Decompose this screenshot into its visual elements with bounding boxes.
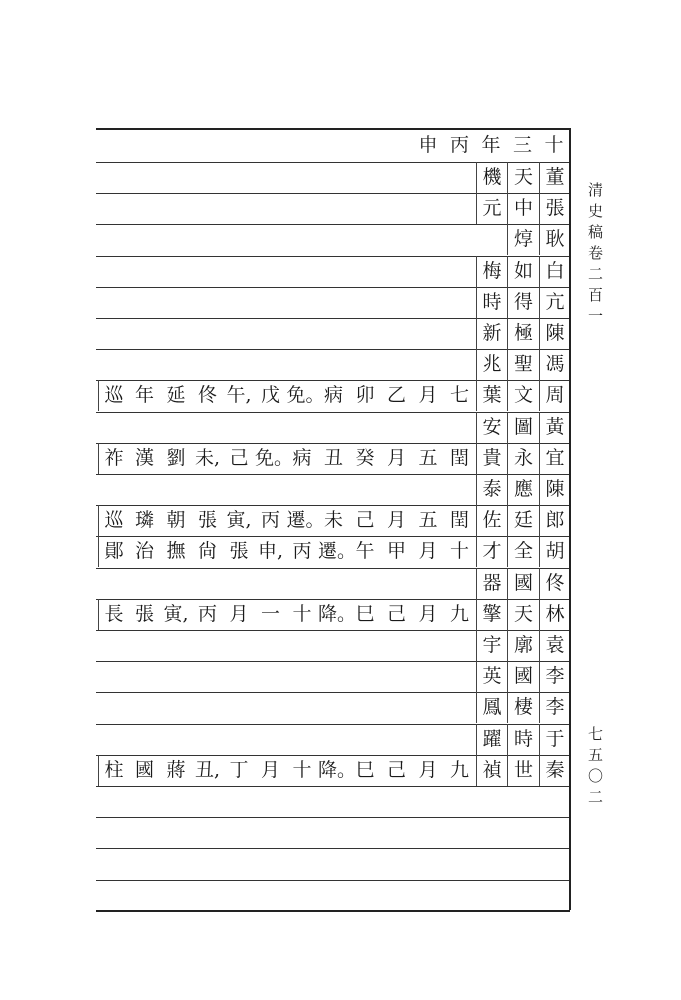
name-char: 躍 <box>476 724 508 755</box>
table-row <box>96 661 570 692</box>
record-char: 午 <box>355 540 375 563</box>
name-char: 擎 <box>476 599 508 630</box>
table-row <box>96 505 570 536</box>
table-row <box>96 786 570 817</box>
name-char: 焞 <box>507 224 539 255</box>
record-char: 十 <box>449 540 469 563</box>
record-char: 己 <box>355 509 375 532</box>
name-char: 張 <box>539 193 571 224</box>
record-char: 巡 <box>98 380 130 411</box>
record-char: 延 <box>166 384 186 407</box>
name-char: 時 <box>476 287 508 318</box>
record-char: 十 <box>292 758 312 781</box>
table-row <box>96 692 570 723</box>
record-char: 閏 <box>449 446 469 469</box>
record-char: 免。 <box>255 446 294 469</box>
record-char: 丙 <box>197 602 217 625</box>
name-char: 郎 <box>539 505 571 536</box>
record-char: 未, <box>194 446 221 469</box>
name-char: 李 <box>539 692 571 723</box>
record-char: 劉 <box>166 446 186 469</box>
record-char: 月 <box>386 509 406 532</box>
record-char: 寅, <box>226 509 252 532</box>
name-char: 新 <box>476 318 508 349</box>
header-char: 三 <box>512 134 532 156</box>
record-char: 己 <box>386 602 406 625</box>
table-row <box>96 349 570 380</box>
header-char: 丙 <box>449 134 469 156</box>
record-char: 月 <box>418 384 438 407</box>
table-row <box>96 287 570 318</box>
name-char: 佟 <box>539 568 571 599</box>
name-char: 胡 <box>539 536 571 567</box>
record-char: 蔣 <box>166 758 186 781</box>
record-char: 丑, <box>194 758 221 781</box>
volume-title: 清史稿卷二百一 <box>586 182 604 329</box>
record-char: 病 <box>323 384 343 407</box>
record-char: 申, <box>257 540 284 563</box>
record-char: 丑 <box>323 446 343 469</box>
record-char: 撫 <box>166 540 186 563</box>
table-row <box>96 224 570 255</box>
record-char: 漢 <box>134 446 154 469</box>
name-char: 周 <box>539 380 571 411</box>
name-char: 文 <box>507 380 539 411</box>
record-char: 張 <box>197 509 217 532</box>
page-number: 七五〇二 <box>586 726 604 810</box>
name-char: 英 <box>476 661 508 692</box>
year-header-row <box>96 130 570 161</box>
name-char: 泰 <box>476 474 508 505</box>
record-char: 戊 <box>260 384 280 407</box>
name-char: 貴 <box>476 443 508 474</box>
table-row <box>96 755 570 786</box>
table-row <box>96 412 570 443</box>
record-char: 月 <box>418 540 438 563</box>
name-char: 安 <box>476 412 508 443</box>
name-char: 于 <box>539 724 571 755</box>
name-char: 耿 <box>539 224 571 255</box>
name-char: 如 <box>507 256 539 287</box>
table-row <box>96 193 570 224</box>
name-char: 鳳 <box>476 692 508 723</box>
record-char: 遷。 <box>318 540 357 563</box>
record-char: 己 <box>386 758 406 781</box>
name-char: 白 <box>539 256 571 287</box>
name-char: 棲 <box>507 692 539 723</box>
name-char: 極 <box>507 318 539 349</box>
name-char: 國 <box>507 568 539 599</box>
header-char: 申 <box>418 134 438 156</box>
record-char: 治 <box>134 540 154 563</box>
record-char: 乙 <box>386 384 406 407</box>
header-char: 十 <box>544 134 564 156</box>
name-char: 永 <box>507 443 539 474</box>
name-char: 陳 <box>539 474 571 505</box>
table-row <box>96 817 570 848</box>
table-row <box>96 162 570 193</box>
record-char: 璘 <box>134 509 154 532</box>
name-char: 機 <box>476 162 508 193</box>
record-char: 月 <box>386 446 406 469</box>
record-char: 五 <box>418 509 438 532</box>
table-row <box>96 256 570 287</box>
record-char: 一 <box>260 602 280 625</box>
table-row <box>96 474 570 505</box>
name-char: 葉 <box>476 380 508 411</box>
name-char: 董 <box>539 162 571 193</box>
record-char: 七 <box>449 384 469 407</box>
record-char: 降。 <box>318 758 357 781</box>
table-row <box>96 536 570 567</box>
record-char: 丁 <box>229 758 249 781</box>
name-char: 中 <box>507 193 539 224</box>
record-char: 降。 <box>318 602 357 625</box>
table-row <box>96 443 570 474</box>
record-char: 國 <box>134 758 154 781</box>
record-char: 祚 <box>98 443 130 474</box>
record-char: 朝 <box>166 509 186 532</box>
table-row <box>96 880 570 911</box>
record-char: 年 <box>134 384 154 407</box>
record-char: 月 <box>418 602 438 625</box>
name-char: 宜 <box>539 443 571 474</box>
name-char: 聖 <box>507 349 539 380</box>
record-char: 張 <box>229 540 249 563</box>
record-char: 午, <box>226 384 252 407</box>
name-char: 廷 <box>507 505 539 536</box>
record-char: 甲 <box>386 540 406 563</box>
name-char: 國 <box>507 661 539 692</box>
table-row <box>96 380 570 411</box>
name-char: 黃 <box>539 412 571 443</box>
record-char: 鄖 <box>98 536 130 567</box>
name-char: 元 <box>476 193 508 224</box>
record-char: 月 <box>260 758 280 781</box>
record-char: 長 <box>98 599 130 630</box>
record-char: 癸 <box>355 446 375 469</box>
name-char: 全 <box>507 536 539 567</box>
record-char: 九 <box>449 758 469 781</box>
record-char: 丙 <box>260 509 280 532</box>
record-char: 閏 <box>449 509 469 532</box>
name-char: 馮 <box>539 349 571 380</box>
name-char: 時 <box>507 724 539 755</box>
record-char: 巡 <box>98 505 130 536</box>
record-char: 丙 <box>292 540 312 563</box>
name-char: 林 <box>539 599 571 630</box>
record-char: 遷。 <box>286 509 325 532</box>
header-char: 年 <box>481 134 501 156</box>
name-char: 天 <box>507 599 539 630</box>
record-char: 柱 <box>98 755 130 786</box>
record-char: 張 <box>134 602 154 625</box>
record-char: 巳 <box>355 758 375 781</box>
name-char: 才 <box>476 536 508 567</box>
table-row <box>96 318 570 349</box>
name-char: 佐 <box>476 505 508 536</box>
name-char: 廓 <box>507 630 539 661</box>
record-char: 巳 <box>355 602 375 625</box>
name-char: 天 <box>507 162 539 193</box>
record-char: 五 <box>418 446 438 469</box>
name-char: 袁 <box>539 630 571 661</box>
name-char: 亢 <box>539 287 571 318</box>
name-char: 世 <box>507 755 539 786</box>
name-char: 陳 <box>539 318 571 349</box>
table-row <box>96 848 570 879</box>
name-char: 應 <box>507 474 539 505</box>
name-char: 梅 <box>476 256 508 287</box>
table-row <box>96 599 570 630</box>
record-char: 己 <box>229 446 249 469</box>
record-char: 九 <box>449 602 469 625</box>
record-char: 十 <box>292 602 312 625</box>
record-char: 免。 <box>286 384 325 407</box>
table-row <box>96 568 570 599</box>
table-row <box>96 630 570 661</box>
record-char: 月 <box>418 758 438 781</box>
table-row <box>96 724 570 755</box>
name-char: 得 <box>507 287 539 318</box>
record-char: 卯 <box>355 384 375 407</box>
record-char: 尙 <box>197 540 217 563</box>
record-char: 病 <box>292 446 312 469</box>
name-char: 宇 <box>476 630 508 661</box>
name-char: 器 <box>476 568 508 599</box>
name-char: 李 <box>539 661 571 692</box>
name-char: 秦 <box>539 755 571 786</box>
name-char: 禎 <box>476 755 508 786</box>
record-char: 月 <box>229 602 249 625</box>
record-char: 佟 <box>197 384 217 407</box>
record-char: 未 <box>323 509 343 532</box>
record-char: 寅, <box>163 602 189 625</box>
name-char: 兆 <box>476 349 508 380</box>
name-char: 圖 <box>507 412 539 443</box>
